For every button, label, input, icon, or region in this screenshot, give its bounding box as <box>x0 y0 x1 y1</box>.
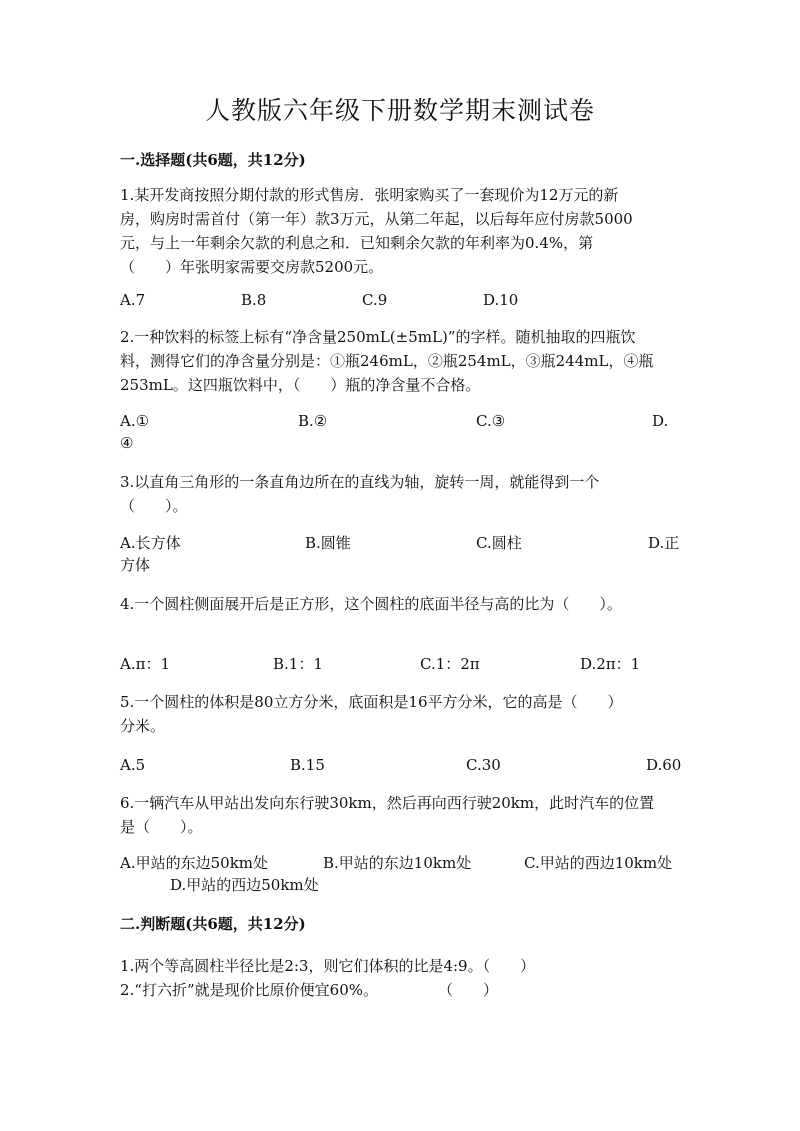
question-text-line: 房，购房时需首付（第一年）款3万元，从第二年起，以后每年应付房款5000 <box>120 210 633 228</box>
section-heading-choice: 一.选择题(共6题，共12分) <box>120 151 306 169</box>
judgement-list <box>120 954 680 1002</box>
question-6 <box>120 791 680 839</box>
question-text-line: 元，与上一年剩余欠款的利息之和．已知剩余欠款的年利率为0.4%，第 <box>120 234 594 252</box>
option-b: B.甲站的东边10km处 <box>323 854 472 872</box>
section-heading-judgement: 二.判断题(共6题，共12分) <box>120 915 306 933</box>
option-b: B.② <box>298 412 328 430</box>
question-text-line: （ ）。 <box>120 497 188 515</box>
question-4 <box>120 592 680 616</box>
question-text-line: 5.一个圆柱的体积是80立方分米，底面积是16平方分米，它的高是（ ） <box>120 693 623 711</box>
judgement-item: 1.两个等高圆柱半径比是2:3，则它们体积的比是4:9。（ ） <box>120 957 536 975</box>
option-a: A.① <box>120 412 150 430</box>
question-text-line: 253mL。这四瓶饮料中，（ ）瓶的净含量不合格。 <box>120 376 481 394</box>
option-d: D.甲站的西边50km处 <box>170 876 319 894</box>
option-a: A.长方体 <box>120 534 181 552</box>
option-b: B.15 <box>290 756 325 774</box>
question-text-line: 分米。 <box>120 717 166 735</box>
option-d-wrap: ④ <box>120 434 134 452</box>
page-title: 人教版六年级下册数学期末测试卷 <box>204 96 595 125</box>
option-d: D.2π：1 <box>580 655 641 673</box>
question-1 <box>120 183 680 279</box>
question-2 <box>120 325 680 397</box>
question-text-line: 2.一种饮料的标签上标有“净含量250mL(±5mL)”的字样。随机抽取的四瓶饮 <box>120 328 636 346</box>
option-c: C.③ <box>476 412 506 430</box>
option-a: A.7 <box>120 291 146 309</box>
judgement-item: 2.“打六折”就是现价比原价便宜60%。 （ ） <box>120 981 498 999</box>
question-text-line: 3.以直角三角形的一条直角边所在的直线为轴，旋转一周，就能得到一个 <box>120 473 600 491</box>
option-d: D.正 <box>648 534 680 552</box>
question-3 <box>120 470 680 518</box>
question-text-line: 料，测得它们的净含量分别是：①瓶246mL，②瓶254mL，③瓶244mL，④瓶 <box>120 352 654 370</box>
question-text-line: 6.一辆汽车从甲站出发向东行驶30km，然后再向西行驶20km，此时汽车的位置 <box>120 794 655 812</box>
option-d: D.60 <box>646 756 682 774</box>
question-text-line: 4.一个圆柱侧面展开后是正方形，这个圆柱的底面半径与高的比为（ ）。 <box>120 595 622 613</box>
question-text-line: 是（ ）。 <box>120 818 203 836</box>
option-c: C.9 <box>362 291 388 309</box>
question-5 <box>120 690 680 738</box>
option-a: A.π：1 <box>120 655 171 673</box>
option-d-wrap: 方体 <box>120 556 151 574</box>
option-b: B.1：1 <box>273 655 323 673</box>
question-text-line: 1.某开发商按照分期付款的形式售房．张明家购买了一套现价为12万元的新 <box>120 186 619 204</box>
option-a: A.甲站的东边50km处 <box>120 854 269 872</box>
option-d: D. <box>652 412 669 430</box>
option-c: C.30 <box>466 756 501 774</box>
option-c: C.1：2π <box>420 655 480 673</box>
option-b: B.8 <box>241 291 267 309</box>
option-a: A.5 <box>120 756 146 774</box>
question-text-line: （ ）年张明家需要交房款5200元。 <box>120 258 384 276</box>
option-c: C.甲站的西边10km处 <box>524 854 673 872</box>
option-b: B.圆锥 <box>305 534 351 552</box>
option-d: D.10 <box>483 291 519 309</box>
option-c: C.圆柱 <box>476 534 522 552</box>
